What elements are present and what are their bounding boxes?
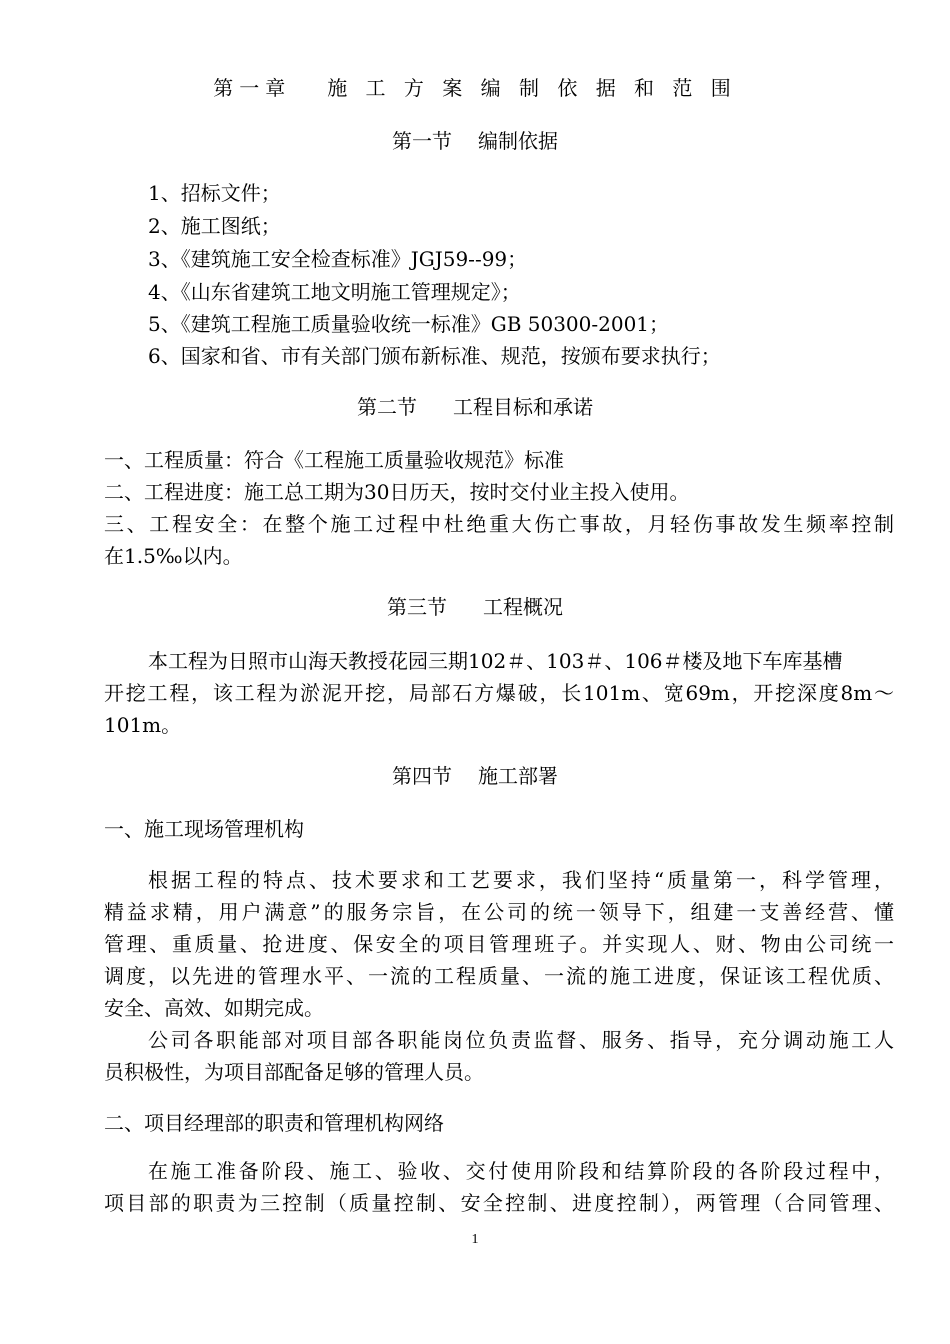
paragraph-line: 根据工程的特点、技术要求和工艺要求，我们坚持“质量第一，科学管理， [148,868,894,892]
section-4-title: 施工部署 [478,764,558,788]
basis-item: 3、《建筑施工安全检查标准》JGJ59--99； [148,247,528,271]
paragraph-line: 员积极性，为项目部配备足够的管理人员。 [104,1060,484,1084]
chapter-heading [0,72,950,104]
section-1-heading [0,125,950,157]
chapter-number: 第一章 [213,76,292,100]
goal-line: 三、工程安全：在整个施工过程中杜绝重大伤亡事故，月轻伤事故发生频率控制 [104,512,894,536]
section-3-number: 第三节 [387,595,447,619]
section-1-number: 第一节 [392,129,452,153]
section-2-number: 第二节 [357,395,417,419]
overview-line: 101m。 [104,713,182,737]
paragraph-line: 调度，以先进的管理水平、一流的工程质量、一流的施工进度，保证该工程优质、 [104,964,894,988]
basis-item: 4、《山东省建筑工地文明施工管理规定》； [148,280,521,304]
basis-item: 2、施工图纸； [148,214,281,238]
section-3-title: 工程概况 [483,595,563,619]
paragraph-line: 项目部的职责为三控制（质量控制、安全控制、进度控制），两管理（合同管理、 [104,1191,894,1215]
paragraph-line: 管理、重质量、抢进度、保安全的项目管理班子。并实现人、财、物由公司统一 [104,932,894,956]
page-number: 1 [471,1232,479,1247]
goal-line: 二、工程进度：施工总工期为30日历天，按时交付业主投入使用。 [104,480,690,504]
paragraph-line: 在施工准备阶段、施工、验收、交付使用阶段和结算阶段的各阶段过程中， [148,1159,894,1183]
paragraph-line: 精益求精，用户满意”的服务宗旨，在公司的统一领导下，组建一支善经营、懂 [104,900,894,924]
section-1-title: 编制依据 [478,129,558,153]
paragraph-line: 安全、高效、如期完成。 [104,996,324,1020]
section-2-title: 工程目标和承诺 [453,395,593,419]
section-3-heading [0,591,950,623]
basis-item: 6、国家和省、市有关部门颁布新标准、规范，按颁布要求执行； [148,344,721,368]
goal-line: 一、工程质量：符合《工程施工质量验收规范》标准 [104,448,564,472]
overview-line: 本工程为日照市山海天教授花园三期102＃、103＃、106＃楼及地下车库基槽 [148,649,843,673]
subheading: 一、施工现场管理机构 [104,817,304,841]
overview-line: 开挖工程，该工程为淤泥开挖，局部石方爆破，长101m、宽69m，开挖深度8m～ [104,681,894,705]
basis-item: 1、招标文件； [148,181,281,205]
chapter-title: 施 工 方 案 编 制 依 据 和 范 围 [327,76,737,100]
section-4-heading [0,760,950,792]
goal-line: 在1.5‰以内。 [104,544,243,568]
section-2-heading [0,391,950,423]
section-4-number: 第四节 [392,764,452,788]
paragraph-line: 公司各职能部对项目部各职能岗位负责监督、服务、指导，充分调动施工人 [148,1028,894,1052]
basis-item: 5、《建筑工程施工质量验收统一标准》GB 50300-2001； [148,312,670,336]
subheading: 二、项目经理部的职责和管理机构网络 [104,1111,444,1135]
